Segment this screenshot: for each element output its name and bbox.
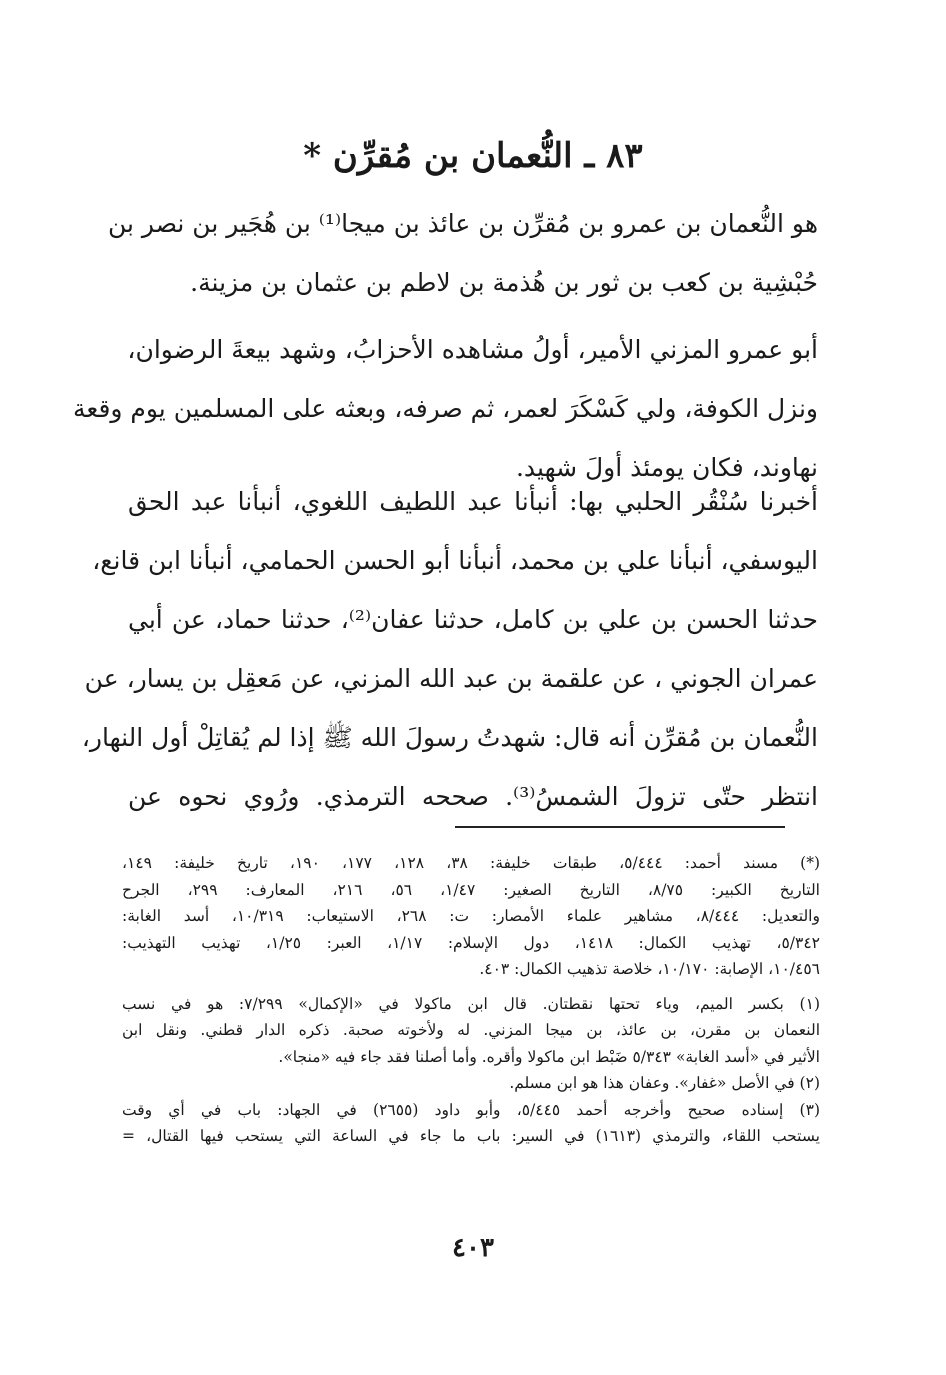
- footnote-line: والتعديل: ٨/٤٤٤، مشاهير علماء الأمصار: ت: ٢٦٨، الاستيعاب: ١٠/٣١٩، أسد الغابة:: [122, 907, 820, 925]
- text-line: النُّعمان بن مُقرِّن أنه قال: شهدتُ رسولَ الله ﷺ إذا لم يُقاتِلْ أول النهار،: [81, 723, 818, 752]
- footnote-line: الأثير في «أسد الغابة» ٥/٣٤٣ ضَبْط ابن ماكولا وأقره. وأما أصلنا فقد جاء فيه «منجا».: [278, 1047, 820, 1066]
- text-line: نهاوند، فكان يومئذ أولَ شهيد.: [515, 453, 818, 482]
- text-line: أخبرنا سُنْقُر الحلبي بها: أنبأنا عبد اللطيف اللغوي، أنبأنا عبد الحق: [128, 487, 818, 516]
- chapter-title: ٨٣ ـ النُّعمان بن مُقرِّن *: [303, 136, 643, 176]
- footnote-1: [122, 991, 820, 1071]
- footnote-line: يستحب اللقاء، والترمذي (١٦١٣) في السير: باب ما جاء في الساعة التي يستحب فيها القتال، =: [122, 1127, 820, 1145]
- footnote-line: (*) مسند أحمد: ٥/٤٤٤، طبقات خليفة: ٣٨، ١٢٨، ١٧٧، ١٩٠، تاريخ خليفة: ١٤٩،: [122, 854, 820, 872]
- footnote-line: ٥/٣٤٢، تهذيب الكمال: ١٤١٨، دول الإسلام: ١/١٧، العبر: ١/٢٥، تهذيب التهذيب:: [122, 933, 820, 952]
- paragraph-hadith: [81, 472, 819, 826]
- text-line: عمران الجوني ، عن علقمة بن عبد الله المزني، عن مَعقِل بن يسار، عن: [84, 664, 818, 693]
- text-line: اليوسفي، أنبأنا علي بن محمد، أنبأنا أبو الحسن الحمامي، أنبأنا ابن قانع،: [92, 546, 818, 575]
- text-line: أبو عمرو المزني الأمير، أولُ مشاهده الأحزابُ، وشهد بيعةَ الرضوان،: [127, 335, 818, 364]
- footnote-line: النعمان بن مقرن، بن عائذ، بن ميجا المزني. له ولأخوته صحبة. ذكره الدار قطني. ونقل ابن: [122, 1021, 820, 1039]
- footnote-line: (٢) في الأصل «غفار». وعفان هذا هو ابن مسلم.: [509, 1074, 820, 1092]
- footnotes: [122, 850, 820, 1150]
- page-number: ٤٠٣: [452, 1233, 494, 1263]
- footnote-line: ١٠/٤٥٦، الإصابة: ١٠/١٧٠، خلاصة تذهيب الكمال: ٤٠٣.: [479, 960, 820, 978]
- footnote-2: [122, 1070, 820, 1097]
- footnote-line: التاريخ الكبير: ٨/٧٥، التاريخ الصغير: ١/٤٧، ٥٦، ٢١٦، المعارف: ٢٩٩، الجرح: [122, 880, 820, 899]
- footnote-3: [122, 1097, 820, 1150]
- paragraph-lineage: [107, 194, 818, 312]
- text-line: انتظر حتّى تزولَ الشمسُ⁽³⁾. صححه الترمذي. ورُوي نحوه عن: [128, 782, 818, 811]
- footnote-line: (١) بكسر الميم، وياء تحتها نقطتان. قال ابن ماكولا في «الإكمال» ٧/٢٩٩: هو في نسب: [122, 994, 820, 1013]
- text-line: حدثنا الحسن بن علي بن كامل، حدثنا عفان⁽²⁾، حدثنا حماد، عن أبي: [128, 605, 819, 634]
- text-line: ونزل الكوفة، ولي كَسْكَرَ لعمر، ثم صرفه، وبعثه على المسلمين يوم وقعة: [72, 394, 818, 423]
- text-line: هو النُّعمان بن عمرو بن مُقرِّن بن عائذ بن ميجا⁽¹⁾ بن هُجَير بن نصر بن: [107, 209, 818, 238]
- footnote-line: (٣) إسناده صحيح وأخرجه أحمد ٥/٤٤٥، وأبو داود (٢٦٥٥) في الجهاد: باب في أي وقت: [122, 1100, 820, 1119]
- text-line: حُبْشِية بن كعب بن ثور بن هُذمة بن لاطم بن عثمان بن مزينة.: [190, 268, 818, 297]
- footnote-sources: [122, 850, 820, 983]
- footnote-divider: [455, 826, 785, 828]
- paragraph-biography: [72, 320, 818, 497]
